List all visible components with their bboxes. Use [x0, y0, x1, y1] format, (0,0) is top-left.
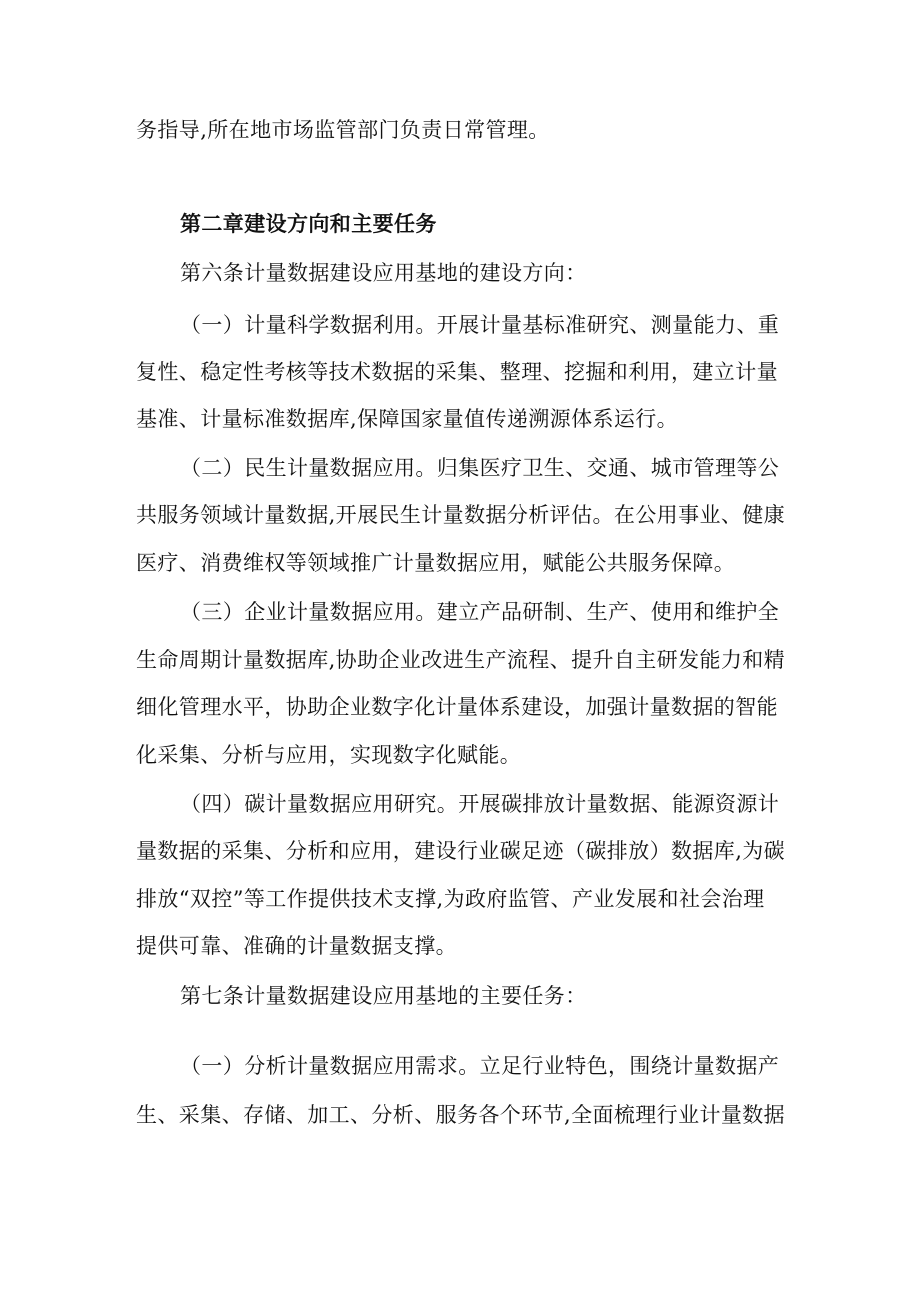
paragraph-line: （一）分析计量数据应用需求。立足行业特色，围绕计量数据产 — [180, 1054, 780, 1078]
paragraph-line: 量数据的采集、分析和应用，建设行业碳足迹（碳排放）数据库,为碳 — [136, 839, 786, 863]
paragraph-line: 提供可靠、准确的计量数据支撑。 — [136, 934, 457, 958]
paragraph-line: （二）民生计量数据应用。归集医疗卫生、交通、城市管理等公 — [180, 456, 780, 480]
paragraph-line: 生、采集、存储、加工、分析、服务各个环节,全面梳理行业计量数据 — [136, 1103, 786, 1127]
paragraph-line: （三）企业计量数据应用。建立产品研制、生产、使用和维护全 — [180, 600, 780, 624]
paragraph-line: （四）碳计量数据应用研究。开展碳排放计量数据、能源资源计 — [180, 792, 780, 816]
paragraph-line: 共服务领域计量数据,开展民生计量数据分析评估。在公用事业、健康 — [136, 503, 786, 527]
paragraph-line: 细化管理水平，协助企业数字化计量体系建设，加强计量数据的智能 — [136, 695, 778, 719]
paragraph-line: 务指导,所在地市场监管部门负责日常管理。 — [136, 118, 550, 142]
chapter-heading: 第二章建设方向和主要任务 — [180, 211, 437, 236]
article-title: 第七条计量数据建设应用基地的主要任务： — [180, 984, 587, 1008]
paragraph-line: 复性、稳定性考核等技术数据的采集、整理、挖掘和利用，建立计量 — [136, 360, 778, 384]
article-title: 第六条计量数据建设应用基地的建设方向： — [180, 261, 587, 285]
paragraph-line: 化采集、分析与应用，实现数字化赋能。 — [136, 743, 522, 767]
paragraph-line: 医疗、消费维权等领域推广计量数据应用，赋能公共服务保障。 — [136, 551, 736, 575]
paragraph-line: 排放“双控”等工作提供技术支撑,为政府监管、产业发展和社会治理 — [136, 887, 765, 911]
paragraph-line: 基准、计量标准数据库,保障国家量值传递溯源体系运行。 — [136, 407, 679, 431]
paragraph-line: （一）计量科学数据利用。开展计量基标准研究、测量能力、重 — [180, 313, 780, 337]
paragraph-line: 生命周期计量数据库,协助企业改进生产流程、提升自主研发能力和精 — [136, 648, 786, 672]
